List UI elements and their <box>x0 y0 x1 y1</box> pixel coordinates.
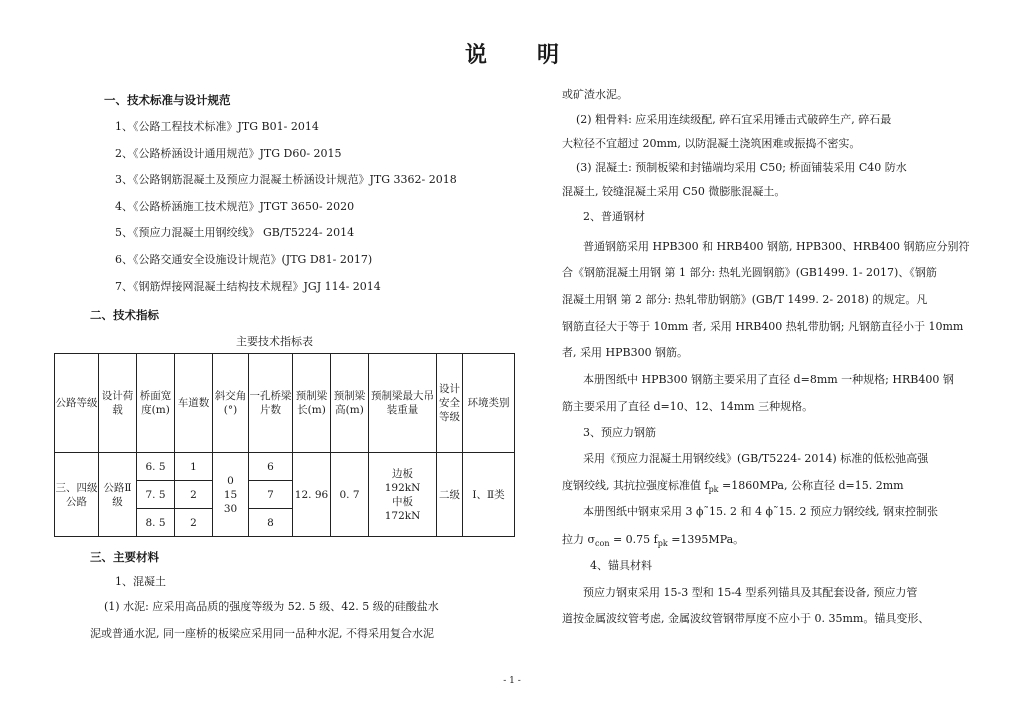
paragraph-line: (3) 混凝土: 预制板梁和封锚端均采用 C50; 桥面铺装采用 C40 防水 <box>576 161 907 174</box>
width-cell: 7. 5 <box>137 481 175 509</box>
width-cell: 8. 5 <box>137 509 175 537</box>
header-cell: 预制梁最大吊装重量 <box>369 354 437 453</box>
header-cell: 斜交角(°) <box>213 354 249 453</box>
standard-item: 3、《公路钢筋混凝土及预应力混凝土桥涵设计规范》JTG 3362- 2018 <box>115 173 457 186</box>
spec-table <box>54 353 515 537</box>
table-row <box>55 453 515 481</box>
paragraph-line: 混凝土, 铰缝混凝土采用 C50 微膨胀混凝土。 <box>562 185 786 198</box>
section1-heading: 一、技术标准与设计规范 <box>104 93 231 107</box>
header-cell: 设计荷载 <box>99 354 137 453</box>
road-class-cell: 三、四级公路 <box>55 453 99 537</box>
text-run: = 0.75 f <box>609 533 658 546</box>
skew-value: 0 <box>227 474 234 487</box>
concrete-heading: 1、混凝土 <box>115 575 166 588</box>
title-char-1: 说 <box>464 43 487 68</box>
header-cell: 预制梁高(m) <box>331 354 369 453</box>
paragraph-line: 泥或普通水泥, 同一座桥的板梁应采用同一品种水泥, 不得采用复合水泥 <box>90 627 434 640</box>
table-header-row <box>55 354 515 453</box>
paragraph-line: (2) 粗骨料: 应采用连续级配, 碎石宜采用锤击式破碎生产, 碎石最 <box>576 113 892 126</box>
paragraph-line: 筋主要采用了直径 d=10、12、14mm 三种规格。 <box>562 400 814 413</box>
subscript: con <box>595 539 610 549</box>
table-caption: 主要技术指标表 <box>236 335 313 348</box>
paragraph-line: 钢筋直径大于等于 10mm 者, 采用 HRB400 热轧带肋钢; 凡钢筋直径小于 10mm <box>562 320 964 333</box>
standard-item: 5、《预应力混凝土用钢绞线》 GB/T5224- 2014 <box>115 226 355 239</box>
header-cell: 车道数 <box>175 354 213 453</box>
paragraph-line: 大粒径不宜超过 20mm, 以防混凝土浇筑困难或振捣不密实。 <box>562 137 861 150</box>
paragraph-line: 者, 采用 HPB300 钢筋。 <box>562 346 689 359</box>
length-cell: 12. 96 <box>293 453 331 537</box>
header-cell: 桥面宽度(m) <box>137 354 175 453</box>
anchor-heading: 4、锚具材料 <box>590 559 652 572</box>
weight-line: 边板 <box>392 467 413 480</box>
skew-value: 15 <box>223 488 238 501</box>
paragraph-line: 道按金属波纹管考虑, 金属波纹管钢带厚度不应小于 0. 35mm。锚具变形、 <box>562 612 930 625</box>
header-cell: 一孔桥梁片数 <box>249 354 293 453</box>
text-run: 拉力 σ <box>562 533 596 546</box>
standard-item: 1、《公路工程技术标准》JTG B01- 2014 <box>115 120 319 133</box>
paragraph-line: 或矿渣水泥。 <box>562 88 628 101</box>
pieces-cell: 7 <box>249 481 293 509</box>
page-number: - 1 - <box>503 676 521 686</box>
title-char-2: 明 <box>537 43 560 68</box>
subscript: pk <box>708 485 719 495</box>
weight-line: 172kN <box>384 509 421 522</box>
rebar-heading: 2、普通钢材 <box>583 210 645 223</box>
skew-value: 30 <box>223 502 238 515</box>
header-cell: 环境类别 <box>463 354 515 453</box>
safety-cell: 二级 <box>437 453 463 537</box>
standard-item: 2、《公路桥涵设计通用规范》JTG D60- 2015 <box>115 147 342 160</box>
skew-cell <box>213 453 249 537</box>
lanes-cell: 1 <box>175 453 213 481</box>
paragraph-line <box>562 533 744 551</box>
paragraph-line: 本册图纸中钢束采用 3 ϕ˜15. 2 和 4 ϕ˜15. 2 预应力钢绞线, 钢束控制张 <box>583 505 938 518</box>
header-cell: 设计安全等级 <box>437 354 463 453</box>
text-run: =1860MPa, 公称直径 d=15. 2mm <box>718 479 904 492</box>
height-cell: 0. 7 <box>331 453 369 537</box>
weight-cell <box>369 453 437 537</box>
text-run: =1395MPa。 <box>667 533 745 546</box>
paragraph-line: 采用《预应力混凝土用钢绞线》(GB/T5224- 2014) 标准的低松弛高强 <box>583 452 929 465</box>
section2-heading: 二、技术指标 <box>90 308 159 322</box>
standard-item: 7、《钢筋焊接网混凝土结构技术规程》JGJ 114- 2014 <box>115 280 381 293</box>
paragraph-line: 混凝土用钢 第 2 部分: 热轧带肋钢筋》(GB/T 1499. 2- 2018) 的规定。凡 <box>562 293 928 306</box>
paragraph-line: 普通钢筋采用 HPB300 和 HRB400 钢筋, HPB300、HRB400 钢筋应分别符 <box>583 240 970 253</box>
subscript: pk <box>657 539 668 549</box>
text-run: 度钢绞线, 其抗拉强度标准值 f <box>562 479 709 492</box>
paragraph-line: 合《钢筋混凝土用钢 第 1 部分: 热轧光圆钢筋》(GB1499. 1- 2017)、《钢筋 <box>562 266 937 279</box>
width-cell: 6. 5 <box>137 453 175 481</box>
standard-item: 6、《公路交通安全设施设计规范》(JTG D81- 2017) <box>115 253 373 266</box>
header-cell: 公路等级 <box>55 354 99 453</box>
weight-line: 中板 <box>392 495 413 508</box>
header-cell: 预制梁长(m) <box>293 354 331 453</box>
section3-heading: 三、主要材料 <box>90 550 159 564</box>
standard-item: 4、《公路桥涵施工技术规范》JTGT 3650- 2020 <box>115 200 355 213</box>
load-cell: 公路Ⅱ级 <box>99 453 137 537</box>
paragraph-line: 本册图纸中 HPB300 钢筋主要采用了直径 d=8mm 一种规格; HRB400 钢 <box>583 373 954 386</box>
env-cell: Ⅰ、Ⅱ类 <box>463 453 515 537</box>
pieces-cell: 8 <box>249 509 293 537</box>
weight-line: 192kN <box>384 481 421 494</box>
paragraph-line: 预应力钢束采用 15-3 型和 15-4 型系列锚具及其配套设备, 预应力管 <box>583 586 918 599</box>
page-title <box>0 38 1024 69</box>
lanes-cell: 2 <box>175 481 213 509</box>
paragraph-line <box>562 479 904 497</box>
lanes-cell: 2 <box>175 509 213 537</box>
strand-heading: 3、预应力钢筋 <box>583 426 656 439</box>
paragraph-line: (1) 水泥: 应采用高品质的强度等级为 52. 5 级、42. 5 级的硅酸盐水 <box>104 600 439 613</box>
pieces-cell: 6 <box>249 453 293 481</box>
